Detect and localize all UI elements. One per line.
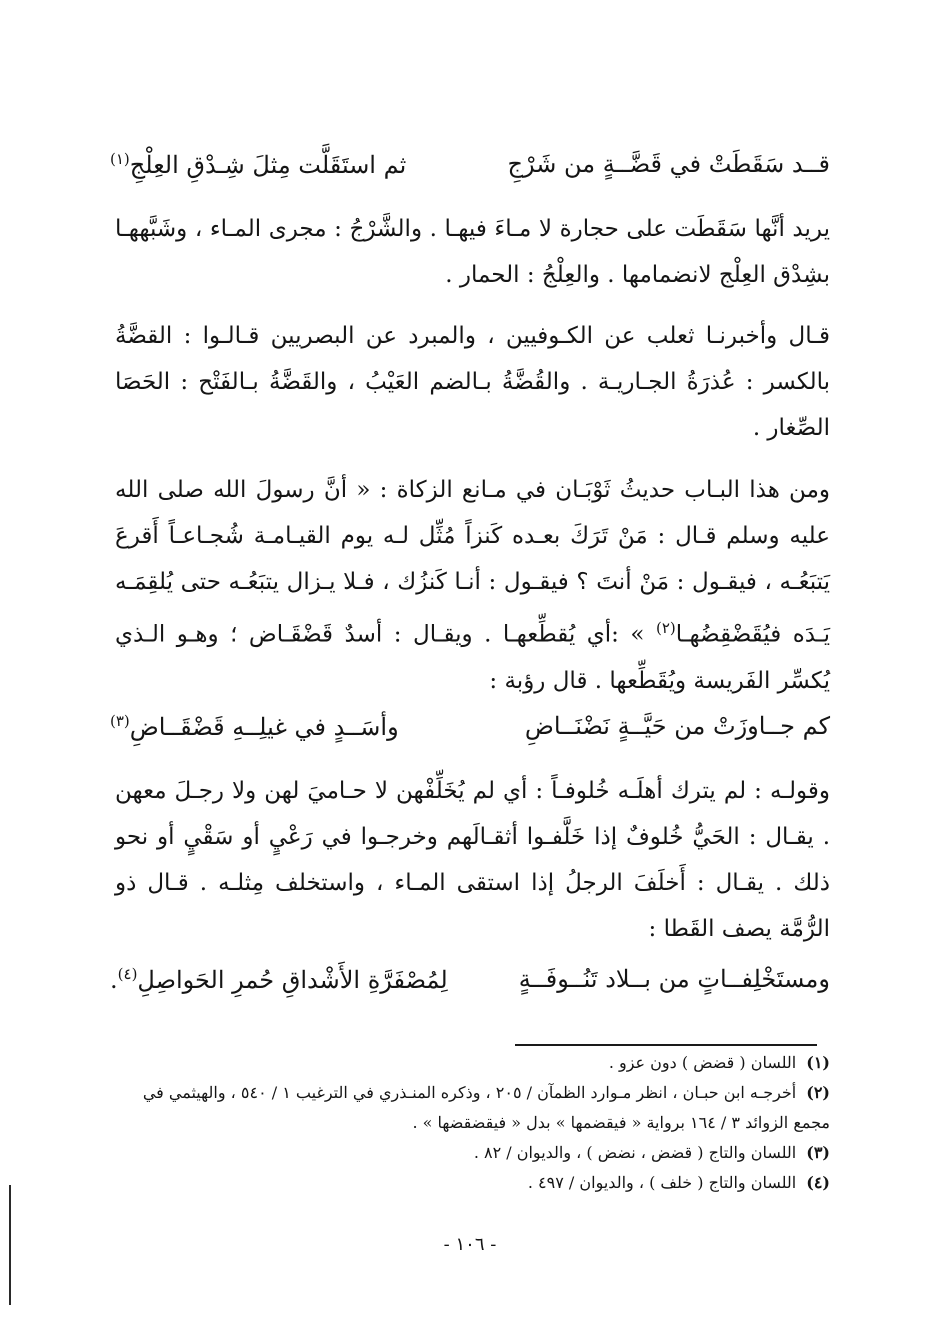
- footnote-2-text: أخرجـه ابن حبـان ، انظر مـوارد الظمآن / ٢٠٥ ، وذكره المنـذري في الترغيب ١ / ٥٤٠ ، والهيثمي في مجمع الزوائد ٣ / ١٦٤ برواية « فيقضمها » بدل « فيقضقضها » .: [142, 1083, 830, 1132]
- footnote-1-text: اللسان ( قضض ) دون عزو .: [608, 1053, 797, 1072]
- paragraph-4: وقولـه : لم يترك أهلَـه خُلوفـاً : أي لم يُخَلِّفْهن لا حـاميَ لهن ولا رجـلَ معهن . يقـال : الحَيُّ خُلوفٌ إذا خَلَّفـوا أثقـالَهم وخرجـوا في رَعْيٍ أو سَقْيٍ أو نحو ذلك . يقـال : أَخلَفَ الرجلُ إذا استقى المـاء ، واستخلف مِثلـه . قـال ذو الرُّمَّة يصف القَطا :: [115, 778, 830, 942]
- footnote-ref-3: (٣): [110, 712, 130, 730]
- paragraph-1: يريد أنَّها سَقَطَت على حجارة لا مـاءَ فيهـا . والشَّرْجُ : مجرى المـاء ، وشَبَّههـا بشِدْق العِلْج لانضمامها . والعِلْجُ : الحمار .: [115, 216, 830, 288]
- footnote-4-number: (٤): [806, 1173, 830, 1192]
- verse-3-second-hemistich-wrap: [110, 965, 448, 994]
- verse-3-second-hemistich: لِمُصْفَرَّةِ الأَشْداقِ حُمرِ الحَواصِلِ: [137, 966, 448, 994]
- verse-2-second-hemistich: وأسَــدٍ في غيلِــهِ قَضْقَــاضِ: [129, 713, 399, 741]
- footnote-separator: [515, 1044, 817, 1046]
- verse-1-second-hemistich: ثم استَقَلَّت مِثلَ شِـدْقِ العِلْجِ: [129, 151, 407, 179]
- paragraph-3: [115, 467, 830, 704]
- verse-1-first-hemistich: قــد سَقَطَتْ في قَضَّــةٍ من شَرْجِ: [507, 150, 830, 178]
- paragraph-3-part-1: ومن هذا البـاب حديثُ ثَوْبَـان في مـانع الزكاة : « أنَّ رسولَ الله صلى الله عليه وسلم قـال : مَنْ تَرَكَ بعـده كَنزاً مُثِّل لـه يوم القيـامـة شُجـاعـاً أَقرعَ يَتبَعُـه ، فيقـول : مَنْ أنتَ ؟ فيقـول : أنـا كَنزُك ، فـلا يـزال يتبَعُـه حتى يُلقِمَـه يَـدَه فيُقَضْقِضُهـا: [115, 477, 830, 648]
- footnote-3-text: اللسان والتاج ( قضض ، نضض ) ، والديوان / ٨٢ .: [473, 1143, 797, 1162]
- verse-1-second-hemistich-wrap: [110, 150, 406, 179]
- footnote-3: [110, 1138, 830, 1168]
- footnote-1-number: (١): [806, 1053, 830, 1072]
- paragraph-2: قـال وأخبرنـا ثعلب عن الكـوفيين ، والمبرد عن البصريين قـالـوا : القضَّةُ بالكسر : عُذرَةُ الجـاريـة . والقُضَّةُ بـالضم العَيْبُ ، والقَضَّةُ بـالفَتْح : الحَصَا الصِّغار .: [115, 323, 830, 441]
- footnote-2-number: (٢): [806, 1083, 830, 1102]
- verse-2: [110, 712, 830, 762]
- paragraph-3-part-2: » :أي يُقطِّعهـا . ويقـال : أسدٌ قَضْقَـاض ؛ وهـو الـذي يُكسِّر الفَريسة ويُقَطِّعها . قال رؤبة :: [115, 621, 830, 694]
- verse-2-second-hemistich-wrap: [110, 712, 399, 741]
- footnote-ref-2: (٢): [656, 619, 676, 637]
- footnote-ref-4: (٤): [117, 965, 138, 983]
- footnote-2: [110, 1078, 830, 1138]
- verse-2-first-hemistich: كم جــاوزَتْ من حَيَّــةٍ نَضْنَــاضِ: [524, 712, 830, 740]
- verse-3-end-mark: .: [110, 966, 118, 994]
- footnote-1: [110, 1048, 830, 1078]
- footnotes: [110, 1048, 830, 1198]
- footnote-4-text: اللسان والتاج ( خلف ) ، والديوان / ٤٩٧ .: [527, 1173, 797, 1192]
- footnote-ref-1: (١): [110, 150, 130, 168]
- footnote-4: [110, 1168, 830, 1198]
- page-number: - ١٠٦ -: [443, 1234, 497, 1255]
- verse-3: [110, 965, 830, 1015]
- footnote-3-number: (٣): [806, 1143, 830, 1162]
- verse-1: [110, 150, 830, 200]
- verse-3-first-hemistich: ومستَخْلِفــاتٍ من بــلاد تَنُــوفَــةٍ: [518, 965, 830, 993]
- scan-edge-line: [9, 1185, 11, 1305]
